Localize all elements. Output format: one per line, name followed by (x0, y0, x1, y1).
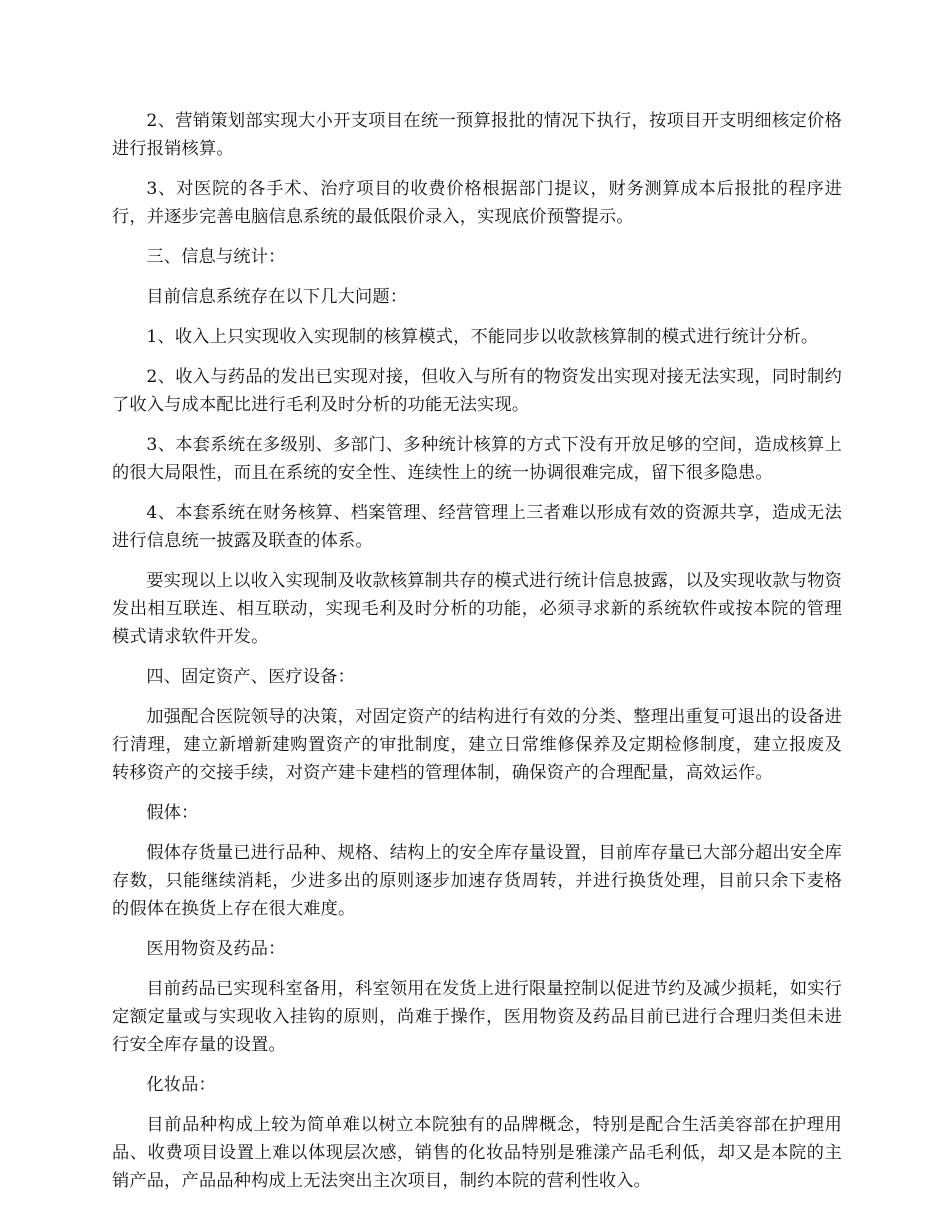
document-body (112, 107, 842, 1207)
paragraph-prosthesis: 假体存货量已进行品种、规格、结构上的安全库存量设置，目前库存量已大部分超出安全库存数，只能继续消耗，少进多出的原则逐步加速存货周转，并进行换货处理，目前只余下麦格的假体在换货上存在很大难度。 (112, 843, 842, 919)
paragraph-problem-4: 4、本套系统在财务核算、档案管理、经营管理上三者难以形成有效的资源共享，造成无法进行信息统一披露及联查的体系。 (112, 503, 842, 551)
paragraph-problem-2: 2、收入与药品的发出已实现对接，但收入与所有的物资发出实现对接无法实现，同时制约了收入与成本配比进行毛利及时分析的功能无法实现。 (112, 367, 842, 415)
paragraph-fixed-assets: 加强配合医院领导的决策，对固定资产的结构进行有效的分类、整理出重复可退出的设备进行清理，建立新增新建购置资产的审批制度，建立日常维修保养及定期检修制度，建立报废及转移资产的交接手续，对资产建卡建档的管理体制，确保资产的合理配量，高效运作。 (112, 707, 842, 783)
subheading-cosmetics: 化妆品： (146, 1075, 216, 1095)
paragraph-medical-supplies: 目前药品已实现科室备用，科室领用在发货上进行限量控制以促进节约及减少损耗，如实行定额定量或与实现收入挂钩的原则，尚难于操作，医用物资及药品目前已进行合理归类但未进行安全库存量的设置。 (112, 979, 842, 1055)
paragraph-pricing-process: 3、对医院的各手术、治疗项目的收费价格根据部门提议，财务测算成本后报批的程序进行，并逐步完善电脑信息系统的最低限价录入，实现底价预警提示。 (112, 179, 842, 227)
paragraph-problem-1: 1、收入上只实现收入实现制的核算模式，不能同步以收款核算制的模式进行统计分析。 (146, 327, 819, 347)
paragraph-problem-3: 3、本套系统在多级别、多部门、多种统计核算的方式下没有开放足够的空间，造成核算上的很大局限性，而且在系统的安全性、连续性上的统一协调很难完成，留下很多隐患。 (112, 435, 842, 483)
paragraph-system-solution: 要实现以上以收入实现制及收款核算制共存的模式进行统计信息披露，以及实现收款与物资发出相互联连、相互联动，实现毛利及时分析的功能，必须寻求新的系统软件或按本院的管理模式请求软件开发。 (112, 571, 842, 647)
subheading-medical-supplies: 医用物资及药品： (146, 939, 286, 959)
paragraph-budget-execution: 2、营销策划部实现大小开支项目在统一预算报批的情况下执行，按项目开支明细核定价格进行报销核算。 (112, 111, 842, 159)
paragraph-cosmetics: 目前品种构成上较为简单难以树立本院独有的品牌概念，特别是配合生活美容部在护理用品、收费项目设置上难以体现层次感，销售的化妆品特别是雅漾产品毛利低，却又是本院的主销产品，产品品种构成上无法突出主次项目，制约本院的营利性收入。 (112, 1115, 842, 1191)
section-heading-information-statistics: 三、信息与统计： (146, 247, 286, 267)
subheading-prosthesis: 假体： (146, 803, 199, 823)
section-heading-fixed-assets: 四、固定资产、医疗设备： (146, 667, 356, 687)
paragraph-problems-intro: 目前信息系统存在以下几大问题： (146, 287, 408, 307)
